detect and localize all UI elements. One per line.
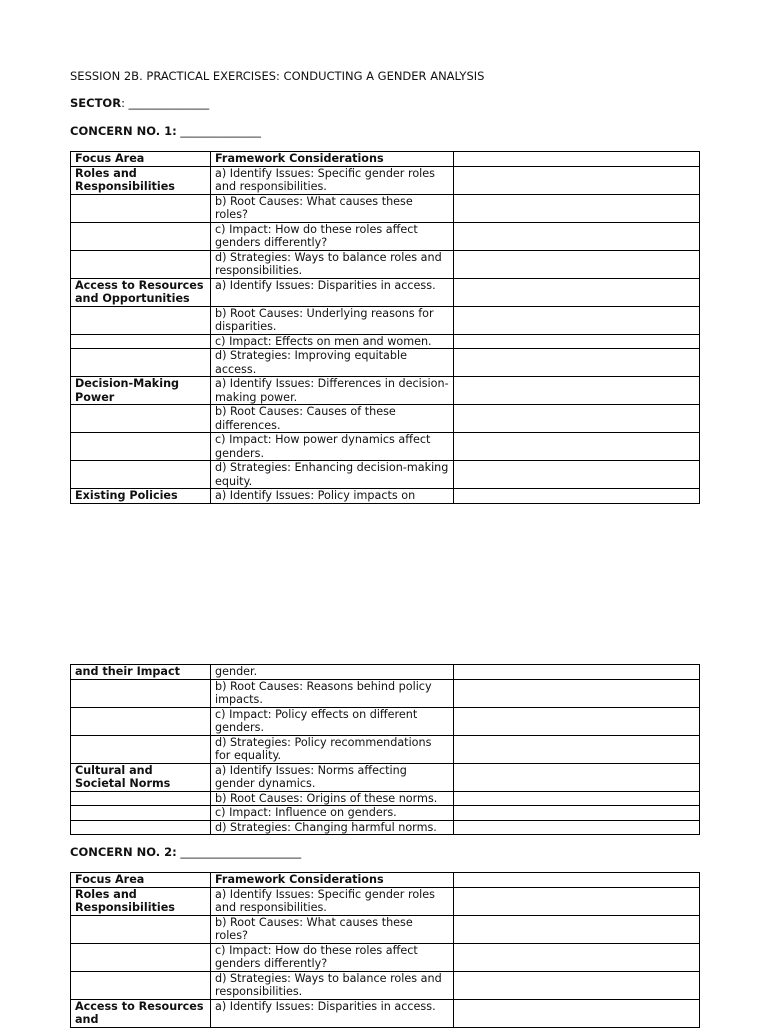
concern-2-blank[interactable]: _____________________ xyxy=(176,845,302,859)
table-row xyxy=(71,971,700,999)
framework-cell: gender. xyxy=(211,665,454,680)
concern-1-label: CONCERN NO. 1: xyxy=(70,124,177,138)
response-cell[interactable] xyxy=(454,887,700,915)
table-row xyxy=(71,999,700,1027)
focus-area-cell: Roles and Responsibilities xyxy=(71,166,211,194)
header-row xyxy=(71,152,700,167)
table-row xyxy=(71,405,700,433)
focus-area-cell xyxy=(71,250,211,278)
framework-cell: b) Root Causes: Reasons behind policy impacts. xyxy=(211,679,454,707)
response-cell[interactable] xyxy=(454,763,700,791)
analysis-table-concern-2 xyxy=(70,872,700,1028)
framework-header: Framework Considerations xyxy=(211,873,454,888)
response-cell[interactable] xyxy=(454,679,700,707)
framework-cell: b) Root Causes: What causes these roles? xyxy=(211,194,454,222)
response-cell[interactable] xyxy=(454,999,700,1027)
focus-area-cell xyxy=(71,306,211,334)
table-row xyxy=(71,250,700,278)
table-row xyxy=(71,791,700,806)
focus-area-cell xyxy=(71,820,211,835)
focus-area-cell xyxy=(71,194,211,222)
framework-cell: c) Impact: How do these roles affect genders differently? xyxy=(211,943,454,971)
response-cell[interactable] xyxy=(454,250,700,278)
table-row xyxy=(71,943,700,971)
table-row xyxy=(71,306,700,334)
response-cell[interactable] xyxy=(454,278,700,306)
response-cell[interactable] xyxy=(454,735,700,763)
focus-area-cell: Access to Resources and Opportunities xyxy=(71,278,211,306)
response-header xyxy=(454,873,700,888)
focus-area-cell: Access to Resources and xyxy=(71,999,211,1027)
focus-area-header: Focus Area xyxy=(71,873,211,888)
focus-area-cell: Roles and Responsibilities xyxy=(71,887,211,915)
response-cell[interactable] xyxy=(454,820,700,835)
response-cell[interactable] xyxy=(454,461,700,489)
framework-header: Framework Considerations xyxy=(211,152,454,167)
table-row xyxy=(71,349,700,377)
framework-cell: c) Impact: Influence on genders. xyxy=(211,806,454,821)
response-cell[interactable] xyxy=(454,943,700,971)
framework-cell: d) Strategies: Ways to balance roles and responsibilities. xyxy=(211,250,454,278)
focus-area-cell: Existing Policies xyxy=(71,489,211,504)
table-row xyxy=(71,665,700,680)
framework-cell: d) Strategies: Ways to balance roles and responsibilities. xyxy=(211,971,454,999)
sector-label: SECTOR xyxy=(70,96,122,110)
table-row xyxy=(71,334,700,349)
analysis-table-concern-1 xyxy=(70,151,700,504)
response-cell[interactable] xyxy=(454,971,700,999)
response-cell[interactable] xyxy=(454,665,700,680)
analysis-table-concern-1-continued xyxy=(70,664,700,835)
framework-cell: d) Strategies: Enhancing decision-making equity. xyxy=(211,461,454,489)
table-row xyxy=(71,489,700,504)
header-row xyxy=(71,873,700,888)
response-cell[interactable] xyxy=(454,222,700,250)
table-row xyxy=(71,915,700,943)
table-row xyxy=(71,222,700,250)
response-cell[interactable] xyxy=(454,334,700,349)
concern-2-line xyxy=(70,845,301,859)
concern-1-line xyxy=(70,124,261,138)
concern-1-blank[interactable]: ______________ xyxy=(176,124,261,138)
framework-cell: a) Identify Issues: Specific gender roles and responsibilities. xyxy=(211,166,454,194)
focus-area-cell xyxy=(71,971,211,999)
framework-cell: a) Identify Issues: Disparities in access. xyxy=(211,278,454,306)
response-header xyxy=(454,152,700,167)
framework-cell: c) Impact: How power dynamics affect genders. xyxy=(211,433,454,461)
focus-area-cell: Decision-Making Power xyxy=(71,377,211,405)
sector-blank[interactable]: : ______________ xyxy=(121,96,210,110)
response-cell[interactable] xyxy=(454,791,700,806)
response-cell[interactable] xyxy=(454,915,700,943)
table-row xyxy=(71,707,700,735)
framework-cell: d) Strategies: Improving equitable access. xyxy=(211,349,454,377)
focus-area-cell xyxy=(71,349,211,377)
framework-cell: c) Impact: Policy effects on different genders. xyxy=(211,707,454,735)
focus-area-header: Focus Area xyxy=(71,152,211,167)
framework-cell: b) Root Causes: Causes of these differences. xyxy=(211,405,454,433)
response-cell[interactable] xyxy=(454,306,700,334)
focus-area-cell: and their Impact xyxy=(71,665,211,680)
concern-2-label: CONCERN NO. 2: xyxy=(70,845,177,859)
framework-cell: d) Strategies: Changing harmful norms. xyxy=(211,820,454,835)
focus-area-cell xyxy=(71,735,211,763)
table-row xyxy=(71,278,700,306)
focus-area-cell xyxy=(71,915,211,943)
framework-cell: a) Identify Issues: Differences in decision-making power. xyxy=(211,377,454,405)
table-row xyxy=(71,806,700,821)
table-row xyxy=(71,763,700,791)
framework-cell: a) Identify Issues: Specific gender roles and responsibilities. xyxy=(211,887,454,915)
table-row xyxy=(71,377,700,405)
focus-area-cell xyxy=(71,405,211,433)
focus-area-cell xyxy=(71,806,211,821)
focus-area-cell xyxy=(71,334,211,349)
framework-cell: b) Root Causes: What causes these roles? xyxy=(211,915,454,943)
focus-area-cell xyxy=(71,791,211,806)
table-row xyxy=(71,194,700,222)
response-cell[interactable] xyxy=(454,349,700,377)
focus-area-cell xyxy=(71,433,211,461)
page-title: SESSION 2B. PRACTICAL EXERCISES: CONDUCTING A GENDER ANALYSIS xyxy=(70,69,485,83)
focus-area-cell xyxy=(71,679,211,707)
table-row xyxy=(71,887,700,915)
table-row xyxy=(71,679,700,707)
response-cell[interactable] xyxy=(454,489,700,504)
framework-cell: a) Identify Issues: Disparities in access. xyxy=(211,999,454,1027)
response-cell[interactable] xyxy=(454,806,700,821)
focus-area-cell xyxy=(71,222,211,250)
framework-cell: b) Root Causes: Origins of these norms. xyxy=(211,791,454,806)
framework-cell: a) Identify Issues: Policy impacts on xyxy=(211,489,454,504)
framework-cell: c) Impact: How do these roles affect genders differently? xyxy=(211,222,454,250)
response-cell[interactable] xyxy=(454,405,700,433)
table-row xyxy=(71,461,700,489)
framework-cell: a) Identify Issues: Norms affecting gender dynamics. xyxy=(211,763,454,791)
response-cell[interactable] xyxy=(454,166,700,194)
table-row xyxy=(71,166,700,194)
focus-area-cell xyxy=(71,707,211,735)
sector-line xyxy=(70,96,209,110)
table-row xyxy=(71,735,700,763)
response-cell[interactable] xyxy=(454,194,700,222)
focus-area-cell xyxy=(71,943,211,971)
response-cell[interactable] xyxy=(454,377,700,405)
table-row xyxy=(71,433,700,461)
framework-cell: b) Root Causes: Underlying reasons for disparities. xyxy=(211,306,454,334)
framework-cell: c) Impact: Effects on men and women. xyxy=(211,334,454,349)
response-cell[interactable] xyxy=(454,433,700,461)
focus-area-cell: Cultural and Societal Norms xyxy=(71,763,211,791)
framework-cell: d) Strategies: Policy recommendations for equality. xyxy=(211,735,454,763)
focus-area-cell xyxy=(71,461,211,489)
table-row xyxy=(71,820,700,835)
response-cell[interactable] xyxy=(454,707,700,735)
